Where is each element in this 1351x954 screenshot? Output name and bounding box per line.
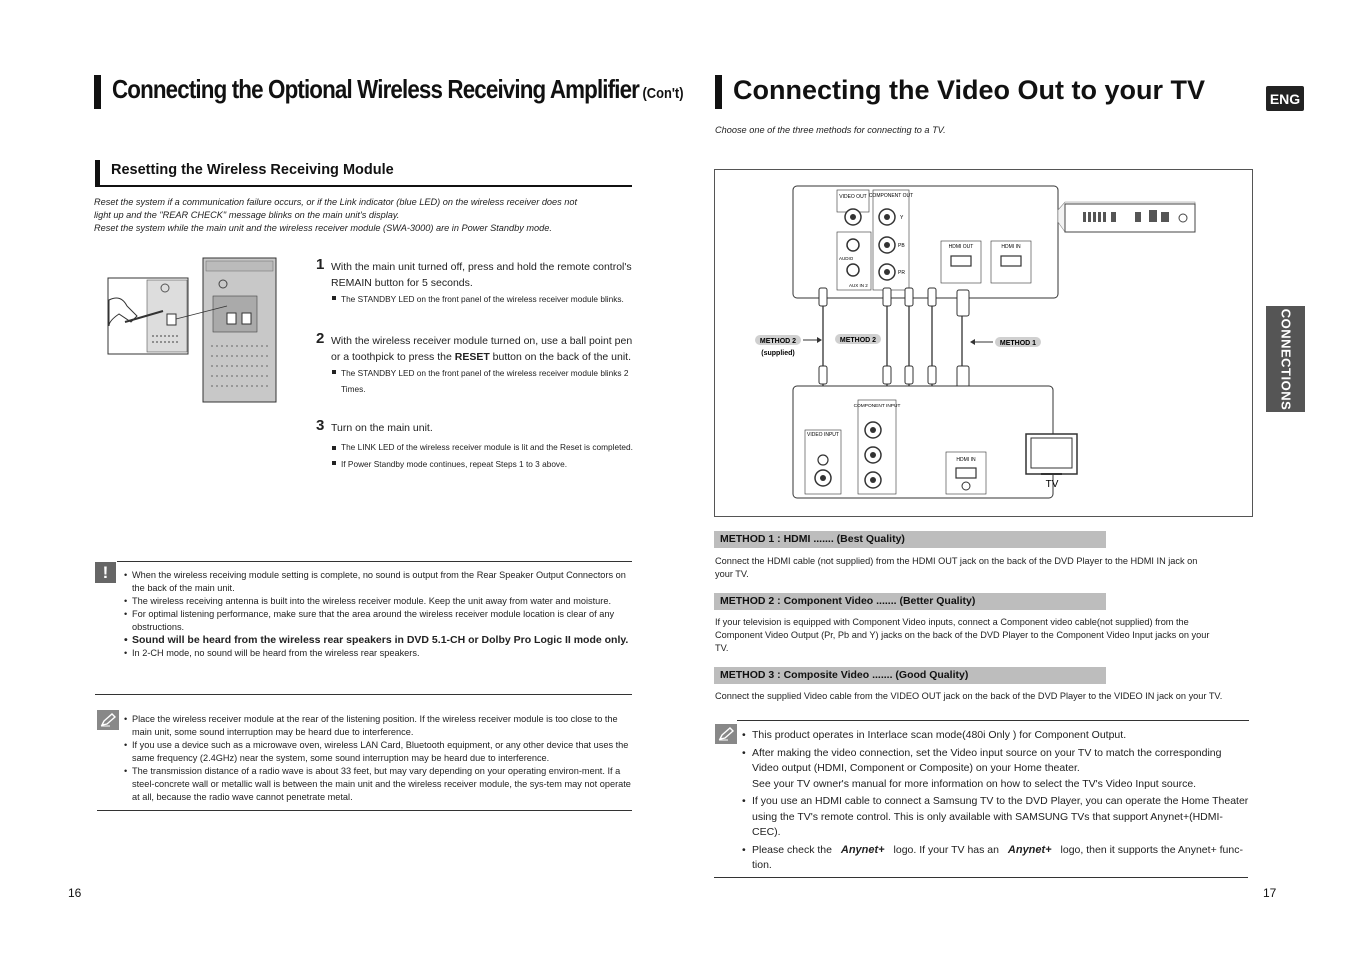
step-text-part: button on the back of the unit.: [489, 351, 632, 363]
label-hdmi-out: HDMI OUT: [948, 244, 974, 250]
warning-top-rule: [117, 561, 632, 562]
left-title-text: Connecting the Optional Wireless Receiving Amplifier: [112, 74, 640, 104]
label-method2: METHOD 2: [839, 337, 877, 344]
step-text: Turn on the main unit.: [331, 422, 433, 434]
right-title-bar: [715, 75, 722, 109]
left-title-bar: [94, 75, 101, 109]
label-hdmi-in: HDMI IN: [1001, 244, 1021, 250]
step-bullet: The LINK LED of the wireless receiver module is lit and the Reset is completed.: [316, 441, 636, 454]
step-number: 3: [316, 417, 325, 434]
section-underline: [95, 185, 632, 187]
anynet-text: Please check the: [752, 843, 832, 856]
method-1-header: METHOD 1 : HDMI ....... (Best Quality): [714, 531, 1106, 548]
label-aux-in2: AUX IN 2: [849, 283, 868, 288]
tip-notes: [124, 713, 632, 804]
label-y: Y: [900, 215, 904, 221]
right-note: [742, 746, 1250, 793]
step-number: 2: [316, 330, 325, 347]
reset-illustration: [107, 256, 279, 404]
label-component-input: COMPONENT INPUT: [853, 404, 901, 409]
warning-note: • In 2-CH mode, no sound will be heard from the wireless rear speakers.: [124, 647, 632, 660]
method-2-header: METHOD 2 : Component Video ....... (Better Quality): [714, 593, 1106, 610]
page-subtitle: Choose one of the three methods for connecting to a TV.: [715, 125, 946, 135]
step-2: [316, 330, 636, 397]
label-supplied: (supplied): [761, 350, 795, 357]
right-note-text: See your TV owner's manual for more information on how to select the TV's Video Input source.: [752, 777, 1197, 790]
warning-bottom-rule: [95, 694, 632, 695]
notes-top-rule: [737, 720, 1249, 721]
step-bullet: If Power Standby mode continues, repeat Steps 1 to 3 above.: [316, 456, 636, 472]
notes-bottom-rule: [714, 877, 1248, 878]
step-text: [316, 330, 636, 365]
method-2-desc: If your television is equipped with Component Video inputs, connect a Component video cable(not supplied) from the Component Video Output (Pr, Pb and Y) jacks on the back of the DVD Player to the Component Video Input jacks on your TV.: [715, 617, 1210, 653]
anynet-logo: Anynet+: [840, 843, 885, 856]
right-note: [742, 843, 1250, 874]
connection-diagram: [714, 169, 1253, 517]
label-tv: TV: [1045, 479, 1059, 490]
label-component-out: COMPONENT OUT: [868, 193, 914, 199]
step-text-part: With the wireless receiver module turned on, use a ball point pen or a toothpick to press the: [331, 335, 633, 363]
section-title: Resetting the Wireless Receiving Module: [111, 162, 394, 178]
label-audio: AUDIO: [839, 256, 854, 261]
connections-side-tab: [1266, 306, 1305, 412]
page-number-right: 17: [1263, 886, 1277, 900]
right-note: • This product operates in Interlace scan mode(480i Only ) for Component Output.: [742, 728, 1250, 744]
label-video-out: VIDEO OUT: [839, 194, 867, 200]
tip-note: • The transmission distance of a radio wave is about 33 feet, but may vary depending on your operating environ-ment. If a steel-concrete wall or metallic wall is between the main unit and the wireless receiver module, the sys-tem may not operate at all, because the radio wave cannot penetrate metal.: [124, 765, 632, 804]
pencil-note-icon: [97, 710, 119, 730]
anynet-text: logo, then it supports the Anynet+ func-tion.: [752, 843, 1243, 871]
step-text: With the main unit turned off, press and hold the remote control's REMAIN button for 5 seconds.: [331, 261, 632, 289]
step-bullet: The STANDBY LED on the front panel of the wireless receiver module blinks 2 Times.: [316, 365, 636, 397]
tip-note: • Place the wireless receiver module at the rear of the listening position. If the wireless receiver module is too close to the main unit, some sound interruption may be heard due to interference.: [124, 713, 632, 739]
label-video-input: VIDEO INPUT: [807, 432, 839, 438]
warning-note: • For optimal listening performance, make sure that the area around the wireless receiver module location is clear of any obstructions.: [124, 608, 632, 634]
intro-line: Reset the system while the main unit and the wireless receiver module (SWA-3000) are in Power Standby mode.: [94, 223, 552, 233]
warning-note: • When the wireless receiving module setting is complete, no sound is output from the Rear Speaker Output Connectors on the back of the main unit.: [124, 569, 632, 595]
warning-notes: [124, 569, 632, 660]
diagram-svg: [715, 170, 1252, 516]
pencil-note-icon: [715, 724, 737, 744]
warning-note: • Sound will be heard from the wireless rear speakers in DVD 5.1-CH or Dolby Pro Logic II mode only.: [124, 634, 632, 647]
method-3-desc: Connect the supplied Video cable from the VIDEO OUT jack on the back of the DVD Player to the VIDEO IN jack on your TV.: [715, 691, 1223, 701]
step-number: 1: [316, 256, 325, 273]
label-method1: METHOD 1: [999, 340, 1037, 347]
tip-bottom-rule: [97, 810, 632, 811]
right-note: • If you use an HDMI cable to connect a Samsung TV to the DVD Player, you can operate the Home Theater using the TV's remote control. This is only available with SAMSUNG TVs that support Anynet+(HDMI-CEC).: [742, 794, 1250, 841]
method-3-header: METHOD 3 : Composite Video ....... (Good Quality): [714, 667, 1106, 684]
left-page-title: [112, 74, 683, 105]
side-tab-label: CONNECTIONS: [1278, 308, 1293, 410]
intro-text: [94, 196, 634, 235]
warning-icon: !: [95, 562, 116, 583]
language-badge: ENG: [1266, 86, 1304, 111]
reset-keyword: RESET: [454, 351, 490, 363]
label-pb: PB: [898, 243, 905, 249]
label-tv-hdmi-in: HDMI IN: [956, 457, 976, 463]
label-method2-supplied: METHOD 2: [759, 338, 797, 345]
step-bullet: The STANDBY LED on the front panel of the wireless receiver module blinks.: [316, 291, 636, 307]
tip-note: • If you use a device such as a microwave oven, wireless LAN Card, Bluetooth equipment, or any other device that uses the same frequency (2.4GHz) near the system, some sound interruption may be heard due to interference.: [124, 739, 632, 765]
right-notes: [742, 728, 1250, 876]
page-number-left: 16: [68, 886, 82, 900]
left-title-suffix: (Con't): [642, 85, 684, 102]
right-note-text: After making the video connection, set the Video input source on your TV to match the corresponding Video output (HDMI, Component or Composite) on your Home theater.: [752, 746, 1222, 774]
warning-note: • The wireless receiving antenna is built into the wireless receiver module. Keep the unit away from water and moisture.: [124, 595, 632, 608]
section-bar: [95, 160, 100, 185]
intro-line: Reset the system if a communication failure occurs, or if the Link indicator (blue LED) on the wireless receiver does not: [94, 197, 578, 207]
label-pr: PR: [898, 270, 905, 276]
step-3: [316, 417, 636, 472]
anynet-logo: Anynet+: [1007, 843, 1052, 856]
step-1: [316, 256, 636, 307]
method-1-desc: Connect the HDMI cable (not supplied) from the HDMI OUT jack on the back of the DVD Player to the HDMI IN jack on your TV.: [715, 556, 1198, 579]
anynet-text: logo. If your TV has an: [893, 843, 999, 856]
intro-line: light up and the "REAR CHECK" message blinks on the main unit's display.: [94, 210, 400, 220]
right-page-title: Connecting the Video Out to your TV: [733, 75, 1205, 105]
